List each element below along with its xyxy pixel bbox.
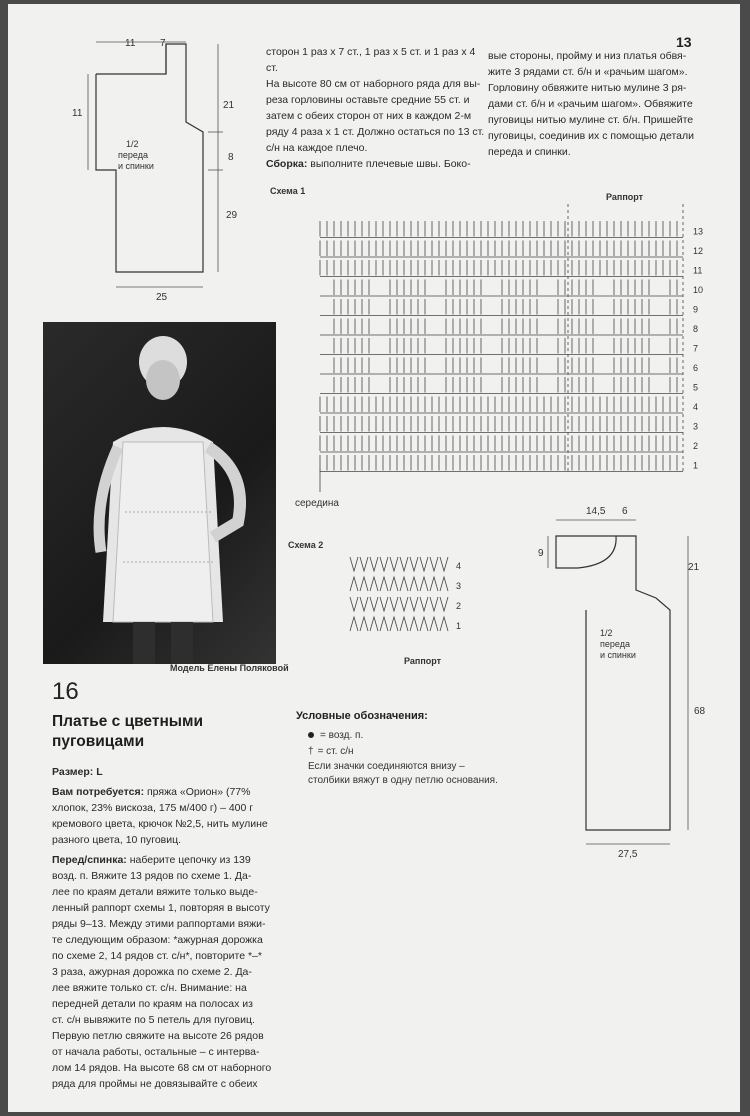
materials-label: Вам потребуется: [52,786,145,798]
svg-text:переда: переда [600,639,630,649]
scheme1-row-number: 12 [693,246,704,256]
svg-text:переда: переда [118,150,148,160]
scheme1-row-number: 1 [693,460,699,471]
scheme2-rapport: Раппорт [404,656,442,666]
dim-11-left: 11 [72,108,83,119]
crochet-scheme-1 [298,204,718,504]
scheme1-title: Схема 1 [270,186,306,196]
mid-line: реза горловины оставьте средние 55 ст. и [266,94,470,106]
dim-7: 7 [160,38,166,49]
model-photo [43,322,276,664]
scheme1-row-number: 11 [693,265,703,276]
front-back-label: Перед/спинка: [52,854,127,866]
svg-text:1/2: 1/2 [126,139,139,149]
scheme1-row-number: 9 [693,304,699,315]
photo-caption: Модель Елены Поляковой [170,663,289,673]
dim-29: 29 [226,210,238,221]
scheme2-row-number: 2 [456,601,462,611]
mid-line: сторон 1 раз х 7 ст., 1 раз х 5 ст. и 1 раз х 4 ст. [266,46,476,74]
scheme2-row-number: 3 [456,581,462,591]
scheme1-rapport: Раппорт [606,192,644,202]
scheme1-row-number: 7 [693,343,699,354]
mid-line: затем с обеих сторон от них в каждом 2-м [266,110,472,122]
legend-title: Условные обозначения: [296,710,428,722]
chain-stitch-icon [308,732,314,738]
scheme1-row-number: 3 [693,421,699,432]
item-number: 16 [52,678,79,705]
double-crochet-icon: † [308,746,314,757]
scheme1-row-number: 5 [693,382,699,393]
dim-68: 68 [694,706,706,717]
crochet-scheme-2 [338,549,468,639]
size-label: Размер: [52,766,94,778]
scheme1-row-number: 6 [693,363,699,373]
mid-line: На высоте 80 см от наборного ряда для вы- [266,78,481,90]
scheme1-row-number: 8 [693,324,699,334]
scheme1-row-number: 2 [693,441,699,451]
scheme1-row-number: 10 [693,285,704,295]
dim-6: 6 [622,506,628,517]
dim-25: 25 [156,292,168,303]
dim-21: 21 [223,100,235,111]
dim-8: 8 [228,152,234,163]
mid-line: с/н на каждое плечо. [266,142,368,154]
dim-21-b: 21 [688,562,700,573]
page-number: 13 [676,34,692,50]
article-title: Платье с цветными пуговицами [52,713,204,750]
scheme2-title: Схема 2 [288,540,324,550]
scheme1-row-number: 4 [693,402,699,412]
scheme2-row-number: 4 [456,561,462,571]
mid-line: ряду 4 раза х 1 ст. Должно остаться по 13 ст. [266,126,485,138]
scheme1-middle: середина [295,498,339,509]
dim-27-5: 27,5 [618,849,638,860]
svg-text:и спинки: и спинки [118,161,154,171]
scheme1-row-number: 13 [693,226,704,237]
svg-text:и спинки: и спинки [600,650,636,660]
dim-11: 11 [125,38,136,49]
dim-9: 9 [538,548,544,559]
bottom-pattern-schema [538,500,718,860]
scheme2-row-number: 1 [456,621,462,631]
assembly-label: Сборка: [266,158,308,170]
magazine-page: 13 11 7 11 21 8 29 25 1/2 переда и спинки сторон 1 раз х 7 ст., 1 раз х 5 ст. и 1 раз х 4 ст. На высоте 80 см от наборного ряда для вы- реза горловины оставьте средние 55 ст. и затем с обеих сторон от них в каждом 2-м ряду 4 раза х 1 ст. Должно остаться по 13 ст. с/н на каждое плечо. Сборка: выполните плечевые швы. Боко- вые стороны, пройму и низ платья обвя- жите 3 рядами ст. б/н и «рачьим шагом». Горловину обвяжите нитью мулине 3 ря- дами ст. б/н и «рачьим шагом». Обвяжите пуговицы нитью мулине ст. б/н. Пришейте пуговицы, соединив их с помощью детали переда и спинки. Схема 1 Раппорт 13 12 11 10 9 8 7 6 5 4 3 2 1 середина Модель Елены Поляковой 16 Платье с цветными пуговицами Размер: L Вам потребуется: пряжа «Орион» (77% хлопок, 23% вискоза, 175 м/400 г) – 400 г кремового цвета, крючок №2,5, нить мулине разного цвета, 10 пуговиц. Перед/спинка: наберите цепочку из 139 возд. п. Вяжите 13 рядов по схеме 1. Да- лее по краям детали вяжите только выде- ленный раппорт схемы 1, повторяя в высоту ряды 9–13. Между этими раппортами вяжи- те следующим образом: *ажурная дорожка по схеме 2, 14 рядов ст. с/н*, повторите *–* 3 раза, ажурная дорожка по схеме 2. Да- лее вяжите только ст. с/н. Внимание: на передней детали по краям на полосах из ст. с/н вывяжите по 5 петель для пуговиц. Первую петлю свяжите на высоте 26 рядов от начала работы, остальные – с интерва- лом 14 рядов. На высоте 68 см от наборного ряда для проймы не довязывайте с обеих Схема 2 4 3 2 1 Раппорт Условные обозначения: = возд. п. † = ст. с/н Если значки соединяются внизу – столбики вяжут в одну петлю основания. 14,5 6 9 21 68 27,5 1/2 переда и спинки [8,4,740,1112]
top-pattern-schema [68,32,248,304]
dim-14-5: 14,5 [586,506,606,517]
svg-text:1/2: 1/2 [600,628,613,638]
